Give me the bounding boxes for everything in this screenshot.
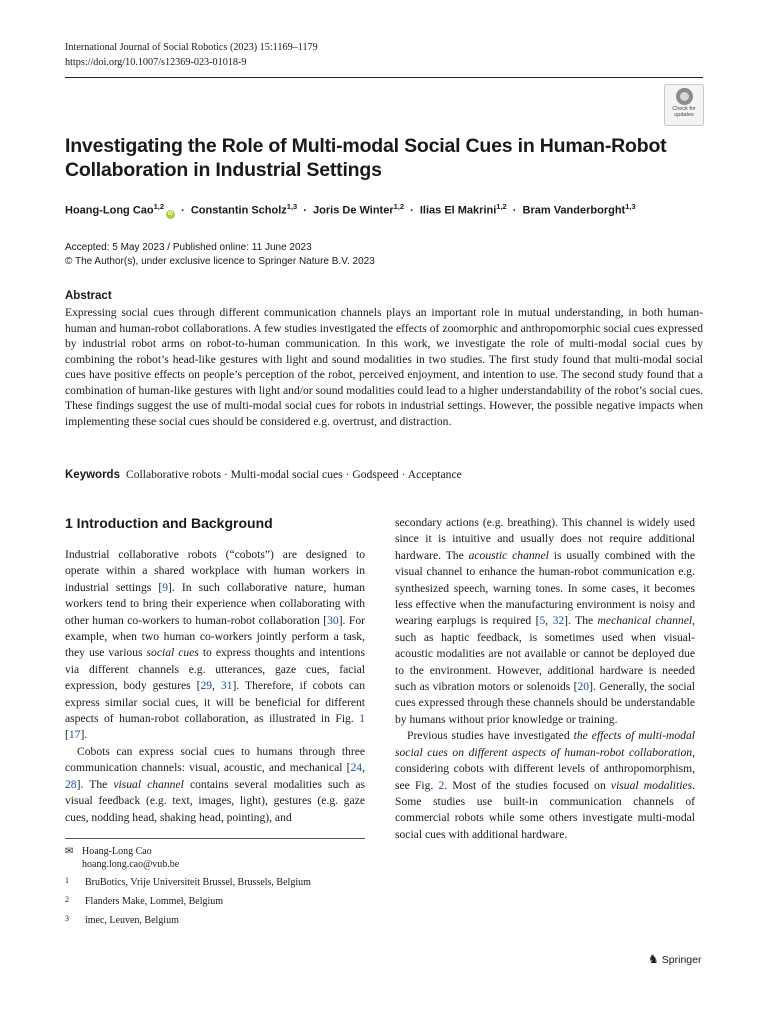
- citation-link[interactable]: 29: [200, 679, 213, 693]
- abstract-heading: Abstract: [65, 290, 112, 302]
- keywords: [65, 468, 462, 481]
- keywords-label: Keywords: [65, 469, 120, 481]
- paragraph: secondary actions (e.g. breathing). This channel is widely used since it is intuitive and usually does not require additional hardware. The acoustic channel is usually combined with the visual channel to enhance the human-robot communication e.g. synthesized speech, warning tones. In some cases, it becomes less effective when the manufacturing environment is noisy and wearing earplugs is required [5, 32]. The mechanical channel, such as haptic feedback, is sometimes used when visual-acoustic modalities are not available or cannot be deployed due to the environment. However, additional hardware is needed such as vibration motors or solenoids [20]. Generally, the social cues expressed through these channels should be understandable by humans without prior knowledge or training.: [395, 516, 695, 726]
- author-name[interactable]: Ilias El Makrini: [419, 204, 497, 217]
- dates-line: Accepted: 5 May 2023 / Published online: 11 June 2023: [65, 242, 312, 253]
- paragraph: Industrial collaborative robots (“cobots”) are designed to operate within a shared workplace with human workers in industrial settings [9]. In such collaborative nature, human workers tend to bring their experience when collaborating with other human co-workers to human-robot collaboration [30]. For example, when two human co-workers jointly perform a task, they use various social cues to express thoughts and intentions via different channels e.g. utterances, gaze cues, facial expression, body gestures [29, 31]. Therefore, if cobots can express similar social cues, it will be beneficial for different aspects of human-robot collaboration, as illustrated in Fig. 1 [17].: [65, 548, 365, 742]
- paper-title: Investigating the Role of Multi-modal Social Cues in Human-Robot Collaboration in Industrial Settings: [65, 135, 667, 181]
- springer-horse-icon: ♞: [648, 952, 659, 966]
- corresponding-author: [65, 845, 179, 871]
- section-heading: 1 Introduction and Background: [65, 515, 273, 531]
- author-name[interactable]: Constantin Scholz: [190, 204, 287, 217]
- check-for-updates-badge[interactable]: [664, 84, 704, 126]
- figure-link[interactable]: 1: [359, 712, 365, 726]
- citation-link[interactable]: 28: [65, 777, 77, 791]
- publisher-name: Springer: [661, 954, 702, 966]
- publisher-logo: [648, 952, 701, 966]
- paragraph: Cobots can express social cues to humans through three communication channels: visual, acoustic, and mechanical [24, 28]. The visual channel contains several modalities such as visual feedback (e.g. text, images, light), gestures (e.g. gaze cues, nodding head, shaking head, pointing), and: [65, 744, 366, 824]
- affiliation-1: 1 BruBotics, Vrije Universiteit Brussel, Brussels, Belgium: [65, 876, 311, 888]
- body-column-right: [395, 515, 695, 843]
- header-rule: [65, 77, 703, 78]
- author-name[interactable]: Joris De Winter: [313, 204, 394, 217]
- check-updates-icon: [676, 88, 693, 105]
- publication-dates: [65, 241, 375, 269]
- author-affiliation: 1,3: [625, 202, 636, 211]
- keywords-list: Collaborative robots · Multi-modal social cues · Godspeed · Acceptance: [125, 468, 462, 481]
- citation-link[interactable]: 17: [68, 728, 81, 742]
- envelope-icon: ✉: [65, 846, 74, 857]
- author-list: Hoang-Long Cao$^{1,2}$iD · Constantin Scholz$^{1,3}$ · Joris De Winter$^{1,2}$ · Ilias El Makrini$^{1,2}$ · Bram Vanderborght$^{1,3}$: [65, 202, 636, 217]
- author-affiliation: 1,3: [286, 202, 298, 211]
- citation-link[interactable]: 32: [552, 614, 565, 628]
- author-affiliation: 1,2: [153, 202, 165, 211]
- citation-link[interactable]: 20: [577, 680, 590, 694]
- paragraph: Previous studies have investigated the effects of multi-modal social cues on different aspects of human-robot collaboration, considering cobots with different levels of anthropomorphism, see Fig. 2. Most of the studies focused on visual modalities. Some studies use built-in communication channels of commercial robots while some others investigate multi-modal social cues with additional hardware.: [395, 729, 695, 841]
- affiliation-3: 3 imec, Leuven, Belgium: [65, 914, 179, 926]
- footnote-rule: [65, 838, 365, 839]
- affiliation-2: 2 Flanders Make, Lommel, Belgium: [65, 895, 224, 907]
- citation-link[interactable]: 31: [220, 679, 233, 693]
- orcid-icon[interactable]: iD: [168, 210, 174, 217]
- author-name[interactable]: Bram Vanderborght: [522, 204, 626, 217]
- author-affiliation: 1,2: [393, 202, 405, 211]
- author-name[interactable]: Hoang-Long Cao: [65, 204, 154, 217]
- copyright-line: © The Author(s), under exclusive licence to Springer Nature B.V. 2023: [65, 256, 375, 267]
- figure-link[interactable]: 2: [438, 778, 445, 792]
- journal-citation: International Journal of Social Robotics (2023) 15:1169–1179: [65, 42, 318, 53]
- contact-email[interactable]: hoang.long.cao@vub.be: [82, 859, 180, 870]
- doi-link[interactable]: https://doi.org/10.1007/s12369-023-01018-9: [65, 57, 247, 68]
- citation-link[interactable]: 9: [162, 580, 169, 594]
- citation-link[interactable]: 5: [539, 614, 546, 628]
- abstract-text: Expressing social cues through different communication channels plays an important role in mutual understanding, in both human-human and human-robot collaborations. A few studies investigated the effects of zoomorphic and anthropomorphic social cues expressed by industrial robot arms on robot-to-human communication. In this work, we investigate the role of multi-modal social cues by combining the robot’s head-like gestures with light and sound modalities in two studies. The first study found that multi-modal social cues have positive effects on people’s perception of the robot, perceived enjoyment, and intention to use. The second study found that a combination of human-like gestures with light and/or sound modalities could lead to a higher understandability of the robot’s social cues. These findings suggest the use of multi-modal social cues for robots in industrial settings. However, the possible negative impacts when implementing these social cues should be considered e.g. overtrust, and distraction.: [65, 306, 703, 428]
- citation-link[interactable]: 24: [350, 761, 363, 775]
- journal-header: [65, 40, 318, 70]
- check-updates-label: Check for updates: [672, 106, 696, 118]
- author-affiliation: 1,2: [496, 202, 507, 211]
- citation-link[interactable]: 30: [327, 613, 339, 627]
- contact-name: Hoang-Long Cao: [82, 846, 152, 857]
- body-column-left: [65, 547, 365, 826]
